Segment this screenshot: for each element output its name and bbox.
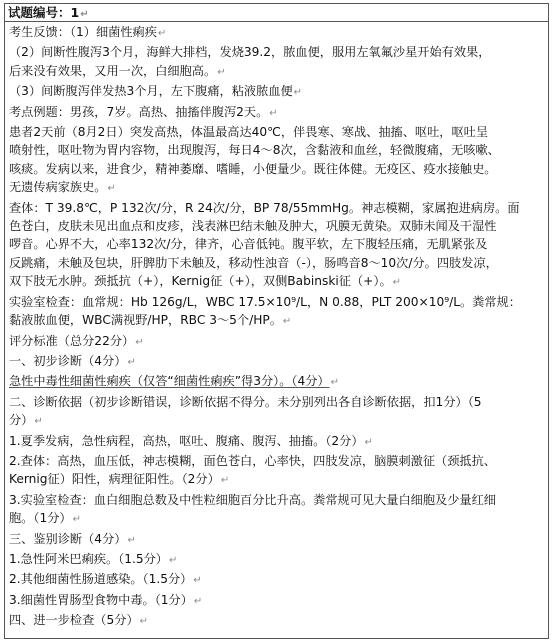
text-line: 黏液脓血便，WBC满视野/HP，RBC 3～5个/HP。↵ xyxy=(9,313,292,328)
section-heading: 三、鉴别诊断（4分）↵ xyxy=(9,531,136,546)
text-line: 反跳痛，未触及包块，肝脾肋下未触及，移动性浊音（-），肠鸣音8～10次/分。四肢发凉， xyxy=(9,255,498,270)
text-line: 色苍白，皮肤未见出血点和皮疹，浅表淋巴结未触及肿大，巩膜无黄染。双肺未闻及干湿性 xyxy=(9,219,497,234)
text-line: 后来没有效果，又用一次，白细胞高。↵ xyxy=(9,63,226,78)
text-line: 3.实验室检查：血白细胞总数及中性粒细胞百分比升高。粪常规可见大量白细胞及少量红细 xyxy=(9,492,496,507)
text-line: 咳痰。发病以来，进食少，精神萎靡、嗜睡，小便量少。既往体健。无疫区、疫水接触史。 xyxy=(9,161,497,176)
section-heading: 四、进一步检查（5分）↵ xyxy=(9,613,149,628)
text-line: 啰音。心界不大，心率132次/分，律齐，心音低钝。腹平软，左下腹轻压痛，无肌紧张及 xyxy=(9,237,488,252)
section-heading: 一、初步诊断（4分）↵ xyxy=(9,353,136,368)
text-line: 3.细菌性胃肠型食物中毒。（1分）↵ xyxy=(9,592,203,607)
text-line: （2）间断性腹泻3个月，海鲜大排档，发烧39.2，脓血便，服用左氧氟沙星开始有效果， xyxy=(9,45,491,60)
text-line: 患者2天前（8月2日）突发高热，体温最高达40℃，伴畏寒、寒战、抽搐、呕吐，呕吐呈 xyxy=(9,125,489,140)
text-line: 双下肢无水肿。颈抵抗（+），Kernig征（+），双侧Babinski征（+）。↵ xyxy=(9,274,402,289)
text-line: 2.其他细菌性肠道感染。（1.5分）↵ xyxy=(9,572,202,587)
text-line: 分）↵ xyxy=(9,413,43,428)
text-line: 1.急性阿米巴痢疾。（1.5分）↵ xyxy=(9,551,178,566)
question-content xyxy=(5,22,548,632)
text-line: 无遗传病家族史。↵ xyxy=(9,180,116,195)
section-heading: 二、诊断依据（初步诊断错误，诊断依据不得分。未分别列出各自诊断依据，扣1分）（5 xyxy=(9,394,482,409)
text-line: 胞。（1分）↵ xyxy=(9,511,81,526)
text-line: 考点例题：男孩，7岁。高热、抽搐伴腹泻2天。↵ xyxy=(9,104,278,119)
question-number-title: 试题编号：1↵ xyxy=(5,4,548,22)
text-line: （3）间断腹泻伴发热3个月，左下腹痛，粘液脓血便↵ xyxy=(9,84,303,99)
text-line: Kernig征）阳性，病理征阳性。（2分）↵ xyxy=(9,472,230,487)
exam-question-sheet xyxy=(4,3,549,639)
text-line: 急性中毒性细菌性痢疾（仅答“细菌性痢疾”得3分）。（4分）↵ xyxy=(9,374,340,389)
text-line: 喷射性，呕吐物为胃内容物，出现腹泻，每日4～8次，含黏液和血丝，轻微腹痛，无咳嗽、 xyxy=(9,143,500,158)
text-line: 实验室检查：血常规：Hb 126g/L，WBC 17.5×10⁹/L，N 0.88，PLT 200×10⁹/L。粪常规： xyxy=(9,294,521,309)
text-line: 查体：T 39.8℃，P 132次/分，R 24次/分，BP 78/55mmHg。神志模糊，家属抱进病房。面 xyxy=(9,200,520,215)
text-line: 考生反馈：（1）细菌性痢疾↵ xyxy=(9,25,167,39)
text-line: 1.夏季发病，急性病程，高热，呕吐、腹痛、腹泻、抽搐。（2分）↵ xyxy=(9,433,373,448)
text-line: 2.查体：高热，血压低，神志模糊，面色苍白，心率快，四肢发凉，脑膜刺激征（颈抵抗、 xyxy=(9,453,496,468)
scoring-header: 评分标准（总分22分）↵ xyxy=(9,333,144,348)
